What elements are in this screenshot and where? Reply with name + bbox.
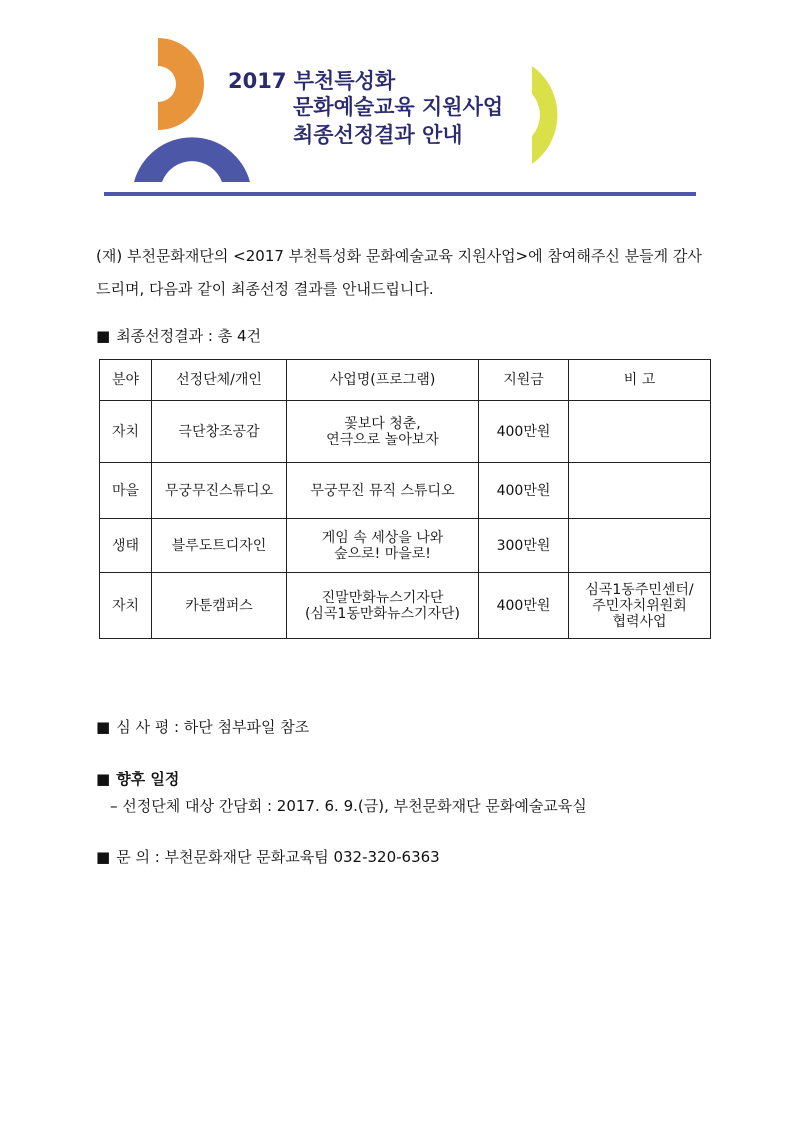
cell-program: 꽃보다 청춘, 연극으로 놀아보자 (287, 401, 479, 463)
title-line-3: 최종선정결과 안내 (293, 123, 463, 147)
square-bullet-icon: ■ (96, 770, 111, 788)
cell-note (569, 519, 711, 573)
blue-arc-shape (134, 137, 250, 182)
cell-note (569, 401, 711, 463)
header-field: 분야 (100, 360, 152, 401)
cell-group: 극단창조공감 (152, 401, 287, 463)
header-amount: 지원금 (479, 360, 569, 401)
header-group: 선정단체/개인 (152, 360, 287, 401)
title-line-1: 2017 부천특성화 (228, 69, 396, 93)
cell-field: 마을 (100, 463, 152, 519)
contact-section (96, 846, 440, 867)
results-table (99, 359, 711, 639)
cell-field: 생태 (100, 519, 152, 573)
result-section-label: 최종선정결과 : 총 4건 (116, 327, 262, 345)
cell-note (569, 463, 711, 519)
cell-amount: 400만원 (479, 463, 569, 519)
result-section-heading (96, 325, 261, 346)
yellow-arc-shape (532, 66, 557, 164)
table-row (100, 573, 711, 639)
title-line-2: 문화예술교육 지원사업 (293, 95, 504, 119)
orange-arc-shape (158, 38, 204, 130)
header-note: 비 고 (569, 360, 711, 401)
cell-field: 자치 (100, 573, 152, 639)
cell-group: 블루도트디자인 (152, 519, 287, 573)
cell-amount: 400만원 (479, 401, 569, 463)
square-bullet-icon: ■ (96, 848, 111, 866)
review-section (96, 716, 309, 737)
cell-group: 무궁무진스튜디오 (152, 463, 287, 519)
cell-note: 심곡1동주민센터/ 주민자치위원회 협력사업 (569, 573, 711, 639)
schedule-label: 향후 일정 (116, 770, 180, 788)
review-label: 심 사 평 : 하단 첨부파일 참조 (116, 718, 310, 736)
cell-field: 자치 (100, 401, 152, 463)
schedule-item: – 선정단체 대상 간담회 : 2017. 6. 9.(금), 부천문화재단 문화예술교육실 (110, 797, 587, 815)
intro-paragraph: (재) 부천문화재단의 <2017 부천특성화 문화예술교육 지원사업>에 참여해주신 분들게 감사드리며, 다음과 같이 최종선정 결과를 안내드립니다. (96, 247, 702, 298)
cell-group: 카툰캠퍼스 (152, 573, 287, 639)
cell-amount: 400만원 (479, 573, 569, 639)
header-divider (104, 192, 696, 196)
table-header-row (100, 360, 711, 401)
table-row (100, 401, 711, 463)
square-bullet-icon: ■ (96, 718, 111, 736)
cell-program: 진말만화뉴스기자단 (심곡1동만화뉴스기자단) (287, 573, 479, 639)
cell-amount: 300만원 (479, 519, 569, 573)
header-program: 사업명(프로그램) (287, 360, 479, 401)
header-banner (100, 30, 700, 202)
table-row (100, 519, 711, 573)
schedule-section (96, 768, 179, 789)
cell-program: 무궁무진 뮤직 스튜디오 (287, 463, 479, 519)
square-bullet-icon: ■ (96, 327, 111, 345)
cell-program: 게임 속 세상을 나와 숲으로! 마을로! (287, 519, 479, 573)
contact-label: 문 의 : 부천문화재단 문화교육팀 032-320-6363 (116, 848, 440, 866)
table-row (100, 463, 711, 519)
